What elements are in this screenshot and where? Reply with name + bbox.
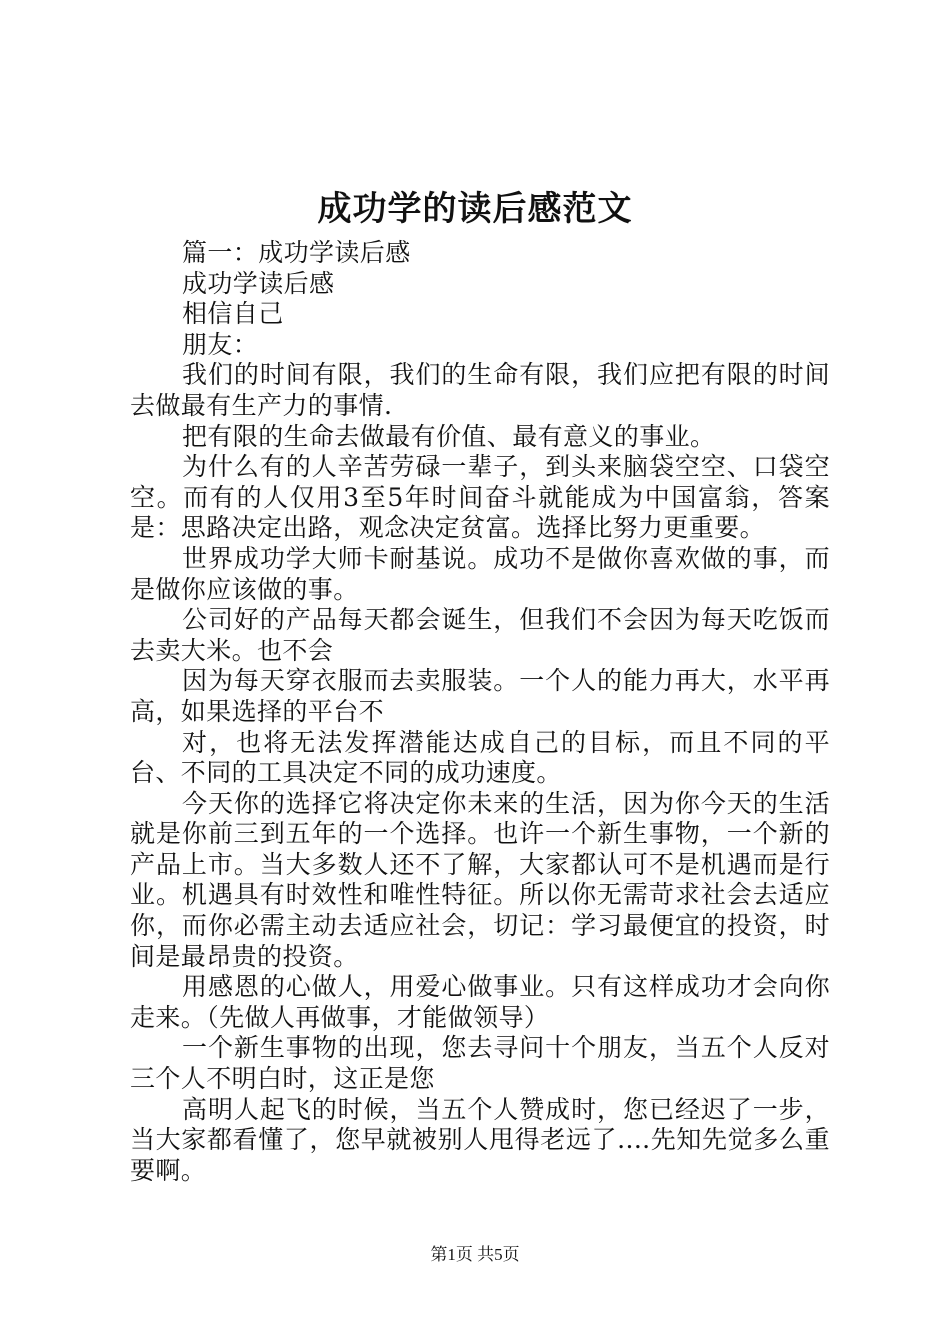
paragraph: 一个新生事物的出现，您去寻问十个朋友，当五个人反对三个人不明白时，这正是您 (130, 1033, 830, 1094)
paragraph: 相信自己 (182, 299, 284, 329)
paragraph: 篇一：成功学读后感 (182, 238, 411, 267)
paragraph: 高明人起飞的时候，当五个人赞成时，您已经迟了一步，当大家都看懂了，您早就被别人甩得老远了....先知先觉多么重要啊。 (130, 1094, 830, 1185)
paragraph: 我们的时间有限，我们的生命有限，我们应把有限的时间去做最有生产力的事情. (130, 360, 830, 420)
page-number-footer: 第1页 共5页 (430, 1245, 520, 1264)
paragraph: 公司好的产品每天都会诞生，但我们不会因为每天吃饭而去卖大米。也不会 (130, 605, 830, 665)
paragraph: 朋友： (182, 329, 259, 359)
paragraph: 世界成功学大师卡耐基说。成功不是做你喜欢做的事，而是做你应该做的事。 (130, 543, 830, 604)
paragraph: 成功学读后感 (182, 268, 335, 298)
paragraph: 今天你的选择它将决定你未来的生活，因为你今天的生活就是你前三到五年的一个选择。也许一个新生事物，一个新的产品上市。当大多数人还不了解，大家都认可不是机遇而是行业。机遇具有时效性和唯性特征。所以你无需苛求社会去适应你，而你必需主动去适应社会，切记：学习最便宜的投资，时间是最昂贵的投资。 (130, 788, 830, 971)
document-title: 成功学的读后感范文 (317, 189, 633, 229)
paragraph: 用感恩的心做人，用爱心做事业。只有这样成功才会向你走来。（先做人再做事，才能做领导） (130, 972, 830, 1032)
paragraph: 对，也将无法发挥潜能达成自己的目标，而且不同的平台、不同的工具决定不同的成功速度。 (130, 727, 830, 788)
paragraph: 把有限的生命去做最有价值、最有意义的事业。 (182, 421, 716, 451)
document-body (130, 238, 830, 1186)
paragraph: 因为每天穿衣服而去卖服装。一个人的能力再大，水平再高，如果选择的平台不 (130, 666, 830, 726)
paragraph: 为什么有的人辛苦劳碌一辈子，到头来脑袋空空、口袋空空。而有的人仅用3至5年时间奋斗就能成为中国富翁，答案是：思路决定出路，观念决定贫富。选择比努力更重要。 (130, 452, 830, 543)
